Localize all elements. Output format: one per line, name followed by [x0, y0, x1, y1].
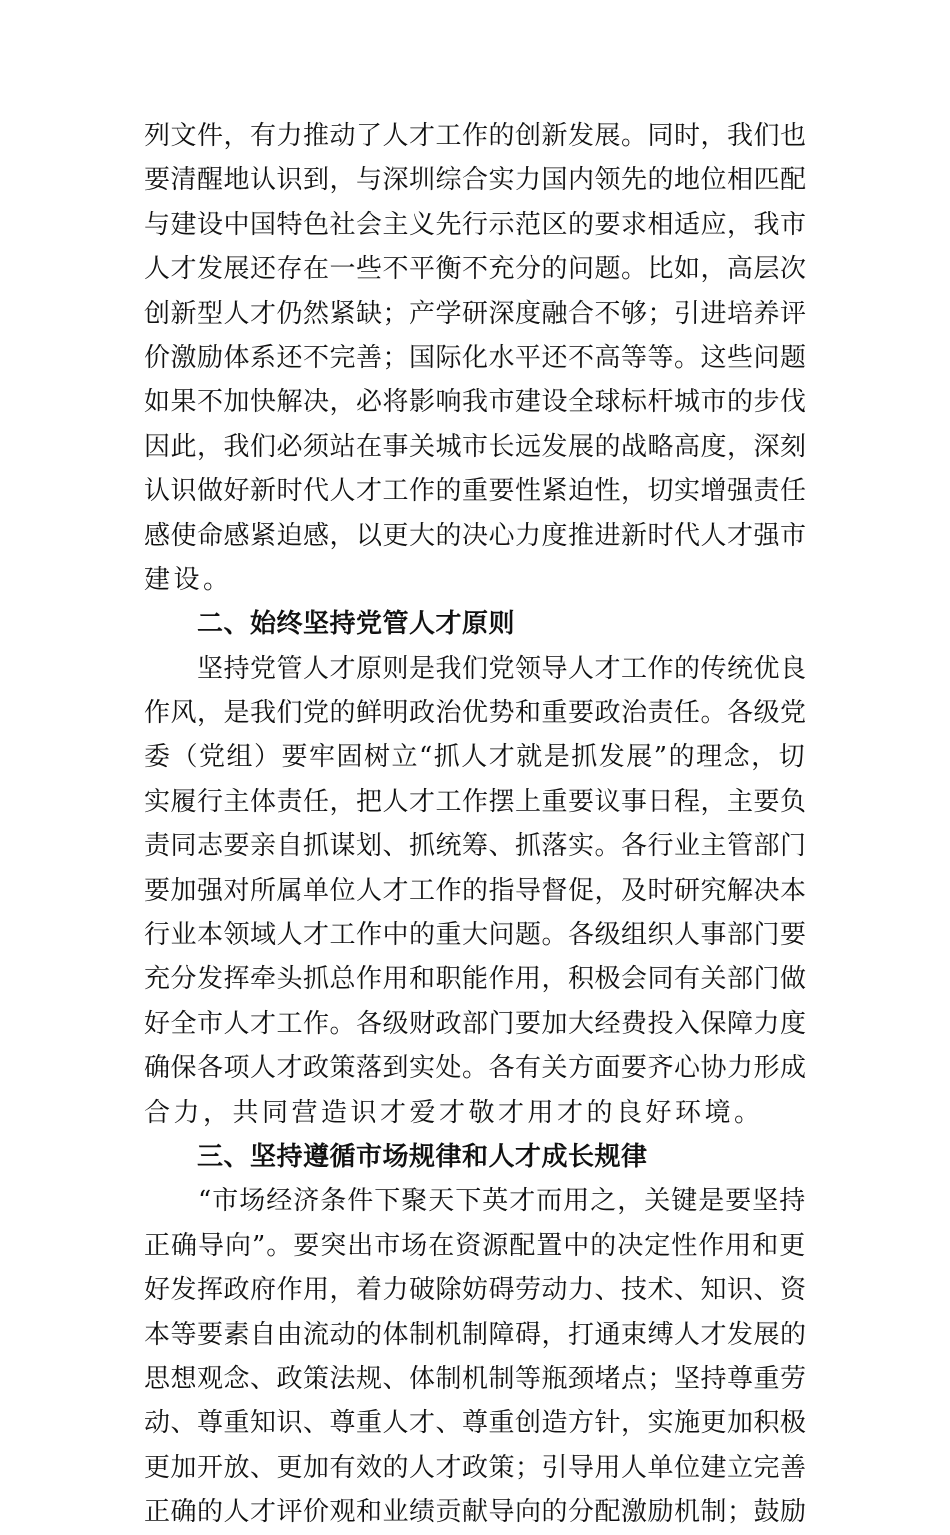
document-body [144, 114, 809, 1535]
section-heading: 二、始终坚持党管人才原则 [144, 609, 516, 640]
paragraph-line: 确保各项人才政策落到实处。各有关方面要齐心协力形成 [144, 1053, 807, 1084]
paragraph-line: 如果不加快解决，必将影响我市建设全球标杆城市的步伐 [144, 387, 807, 418]
paragraph-line: 行业本领域人才工作中的重大问题。各级组织人事部门要 [144, 920, 807, 951]
paragraph-line: 要加强对所属单位人才工作的指导督促，及时研究解决本 [144, 875, 807, 906]
paragraph-line: 认识做好新时代人才工作的重要性紧迫性，切实增强责任 [144, 476, 807, 507]
paragraph-line: 更加开放、更加有效的人才政策；引导用人单位建立完善 [144, 1452, 807, 1483]
paragraph-line: “市场经济条件下聚天下英才而用之，关键是要坚持 [144, 1186, 807, 1217]
paragraph-line: 建设。 [144, 564, 233, 595]
paragraph-line: 好全市人才工作。各级财政部门要加大经费投入保障力度 [144, 1008, 807, 1039]
paragraph-line: 价激励体系还不完善；国际化水平还不高等等。这些问题 [144, 342, 807, 373]
paragraph-line: 作风，是我们党的鲜明政治优势和重要政治责任。各级党 [144, 698, 807, 729]
paragraph-line: 与建设中国特色社会主义先行示范区的要求相适应，我市 [144, 209, 807, 240]
paragraph-line: 充分发挥牵头抓总作用和职能作用，积极会同有关部门做 [144, 964, 807, 995]
paragraph-line: 委（党组）要牢固树立“抓人才就是抓发展”的理念，切 [144, 742, 807, 773]
paragraph-line: 要清醒地认识到，与深圳综合实力国内领先的地位相匹配 [144, 165, 807, 196]
paragraph-line: 感使命感紧迫感，以更大的决心力度推进新时代人才强市 [144, 520, 807, 551]
paragraph-line: 动、尊重知识、尊重人才、尊重创造方针，实施更加积极 [144, 1408, 807, 1439]
paragraph-line: 好发挥政府作用，着力破除妨碍劳动力、技术、知识、资 [144, 1275, 807, 1306]
paragraph-line: 实履行主体责任，把人才工作摆上重要议事日程，主要负 [144, 786, 807, 817]
section-heading: 三、坚持遵循市场规律和人才成长规律 [144, 1141, 648, 1172]
paragraph-line: 责同志要亲自抓谋划、抓统筹、抓落实。各行业主管部门 [144, 831, 807, 862]
paragraph-line: 坚持党管人才原则是我们党领导人才工作的传统优良 [144, 653, 807, 684]
paragraph-line: 人才发展还存在一些不平衡不充分的问题。比如，高层次 [144, 254, 807, 285]
paragraph-line: 思想观念、政策法规、体制机制等瓶颈堵点；坚持尊重劳 [144, 1363, 807, 1394]
paragraph-line: 因此，我们必须站在事关城市长远发展的战略高度，深刻 [144, 431, 807, 462]
paragraph-line: 合力，共同营造识才爱才敬才用才的良好环境。 [144, 1097, 764, 1128]
paragraph-line: 列文件，有力推动了人才工作的创新发展。同时，我们也 [144, 121, 807, 151]
paragraph-line: 创新型人才仍然紧缺；产学研深度融合不够；引进培养评 [144, 298, 807, 329]
paragraph-line: 本等要素自由流动的体制机制障碍，打通束缚人才发展的 [144, 1319, 807, 1350]
paragraph-line: 正确的人才评价观和业绩贡献导向的分配激励机制；鼓励 [144, 1497, 807, 1528]
paragraph-line: 正确导向”。要突出市场在资源配置中的决定性作用和更 [144, 1230, 807, 1261]
